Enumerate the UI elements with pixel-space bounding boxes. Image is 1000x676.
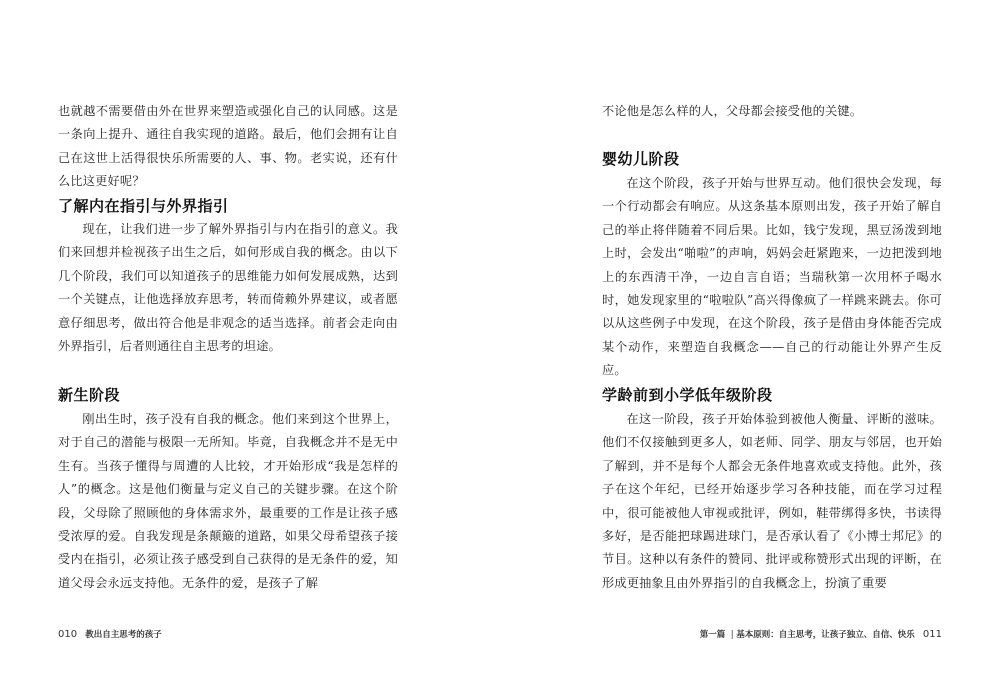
section-label: 第一篇: [699, 630, 726, 640]
page-number: 011: [922, 629, 942, 640]
body-paragraph: 在这个阶段，孩子开始与世界互动。他们很快会发现，每一个行动都会有响应。从这条基本原则出发，孩子开始了解自己的举止将伴随着不同后果。比如，钱宁发现，黑豆汤泼到地上时，会发出“啪啦”的声响，妈妈会赶紧跑来，一边把泼到地上的东西清干净，一边自言自语；当瑞秋第一次用杯子喝水时，她发现家里的“啦啦队”高兴得像疯了一样跳来跳去。你可以从这些例子中发现，在这个阶段，孩子是借由身体能否完成某个动作，来塑造自我概念——自己的行动能让外界产生反应。: [602, 176, 942, 378]
running-title: 基本原则：自主思考，让孩子独立、自信、快乐: [736, 630, 915, 640]
running-title: 教出自主思考的孩子: [85, 630, 162, 640]
body-paragraph: 不论他是怎么样的人，父母都会接受他的关键。: [602, 104, 863, 118]
right-page: [602, 0, 942, 676]
body-paragraph: 刚出生时，孩子没有自我的概念。他们来到这个世界上，对于自己的潜能与极限一无所知。毕竟，自我概念并不是无中生有。当孩子懂得与周遭的人比较，才开始形成“我是怎样的人”的概念。这是他们衡量与定义自己的关键步骤。在这个阶段，父母除了照顾他的身体需求外，最重要的工作是让孩子感受浓厚的爱。自我发现是条颠簸的道路，如果父母希望孩子接受内在指引，必须让孩子感受到自己获得的是无条件的爱，知道父母会永远支持他。无条件的爱，是孩子了解: [58, 412, 398, 590]
left-page: [58, 0, 398, 676]
page-footer: [58, 628, 162, 640]
body-paragraph: 也就越不需要借由外在世界来塑造或强化自己的认同感。这是一条向上提升、通往自我实现的道路。最后，他们会拥有让自己在这世上活得很快乐所需要的人、事、物。老实说，还有什么比这更好呢？: [58, 104, 398, 189]
section-heading: 新生阶段: [58, 386, 121, 404]
body-paragraph: 在这一阶段，孩子开始体验到被他人衡量、评断的滋味。他们不仅接触到更多人，如老师、同学、朋友与邻居，也开始了解到，并不是每个人都会无条件地喜欢或支持他。此外，孩子在这个年纪，已经开始逐步学习各种技能，而在学习过程中，很可能被他人审视或批评，例如，鞋带绑得多快，书读得多好，是否能把球踢进球门，是否承认看了《小博士邦尼》的节目。这种以有条件的赞同、批评或称赞形式出现的评断，在形成更抽象且由外界指引的自我概念上，扮演了重要: [602, 412, 942, 590]
section-heading: 婴幼儿阶段: [602, 150, 680, 168]
page-footer: 第一篇 | 基本原则：自主思考，让孩子独立、自信、快乐 011: [699, 629, 942, 640]
page-number: 010: [58, 629, 78, 640]
body-paragraph: 现在，让我们进一步了解外界指引与内在指引的意义。我们来回想并检视孩子出生之后，如何形成自我的概念。由以下几个阶段，我们可以知道孩子的思维能力如何发展成熟，达到一个关键点，让他选择放弃思考，转而倚赖外界建议，或者愿意仔细思考，做出符合他是非观念的适当选择。前者会走向由外界指引，后者则通往自主思考的坦途。: [58, 222, 398, 354]
section-heading: 学龄前到小学低年级阶段: [602, 386, 773, 404]
section-heading: 了解内在指引与外界指引: [58, 197, 229, 215]
